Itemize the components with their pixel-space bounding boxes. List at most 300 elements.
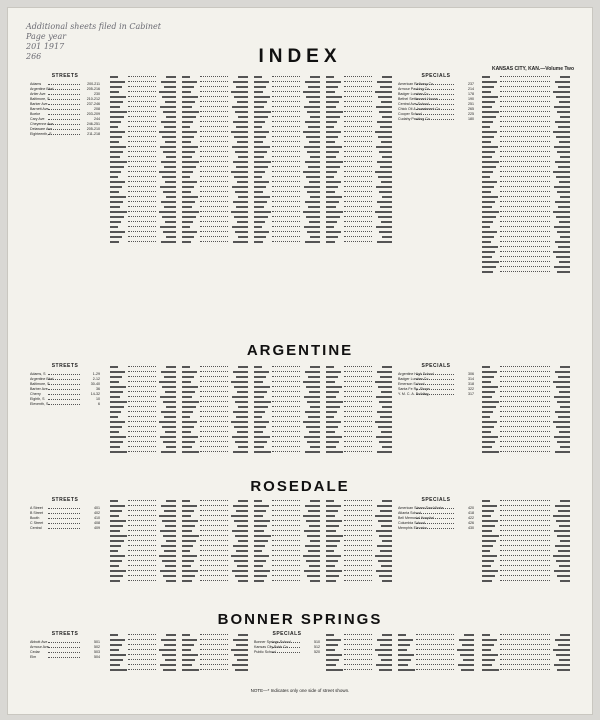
filler-text [182,211,199,213]
leader-dots [200,416,228,417]
filler-text [326,146,342,148]
filler-text [556,96,570,98]
filler-text [482,81,497,83]
leader-dots [500,121,550,122]
leader-dots [344,520,372,521]
filler-text [398,634,406,636]
filler-text [110,226,118,228]
leader-dots [272,396,300,397]
filler-text [182,241,191,243]
filler-text [166,406,176,408]
filler-text [110,371,125,373]
filler-line [110,667,176,672]
filler-text [326,565,335,567]
entry-name: Badger Lumber Co [398,377,429,381]
filler-text [235,669,248,671]
filler-text [482,121,493,123]
filler-text [254,186,266,188]
leader-dots [200,406,228,407]
filler-text [309,565,320,567]
filler-text [554,396,570,398]
filler-text [182,371,197,373]
filler-text [559,525,570,527]
entry-name: B Street [30,511,43,515]
leader-dots [500,669,550,670]
filler-text [110,550,118,552]
filler-text [110,644,122,646]
filler-text [482,421,497,423]
streets-heading: STREETS [51,73,79,79]
index-filler-column [482,74,570,274]
filler-text [482,545,493,547]
leader-dots [272,545,300,546]
index-block [30,74,572,336]
filler-text [110,111,127,113]
filler-text [254,510,266,512]
leader-dots [48,119,80,120]
leader-dots [200,161,228,162]
filler-text [254,575,267,577]
rosedale-specials-column [398,498,474,531]
leader-dots [500,81,550,82]
leader-dots [128,226,156,227]
leader-dots [200,386,228,387]
filler-text [555,161,570,163]
filler-text [326,446,336,448]
filler-text [482,196,498,198]
entry-pages: 520 [314,650,320,654]
leader-dots [344,231,372,232]
leader-dots [416,114,454,115]
filler-text [326,201,339,203]
filler-text [482,116,496,118]
leader-dots [416,104,454,105]
filler-text [254,550,262,552]
index-streets-column [30,74,100,137]
filler-text [375,211,392,213]
leader-dots [344,669,372,670]
filler-text [326,391,339,393]
filler-text [237,431,248,433]
leader-dots [272,510,300,511]
leader-dots [344,510,372,511]
specials-heading: SPECIALS [421,497,451,503]
leader-dots [500,371,550,372]
filler-text [254,136,266,138]
filler-text [307,231,320,233]
filler-text [238,406,248,408]
filler-text [326,241,335,243]
filler-text [303,91,320,93]
leader-dots [272,381,300,382]
filler-text [557,535,570,537]
entry-pages: 430 [468,526,474,530]
filler-text [310,116,320,118]
leader-dots [344,106,372,107]
filler-text [375,555,392,557]
entry-name: Cherry [30,392,41,396]
leader-dots [500,396,550,397]
leader-dots [500,131,550,132]
filler-text [326,81,341,83]
filler-text [182,669,199,671]
filler-text [560,116,570,118]
filler-text [555,371,570,373]
leader-dots [344,530,372,531]
leader-dots [48,657,80,658]
leader-dots [200,426,228,427]
filler-text [254,81,269,83]
entry-pages: 408 [94,521,100,525]
filler-text [482,146,498,148]
filler-line [326,239,392,244]
argentine-title: ARGENTINE [246,342,354,359]
leader-dots [200,236,228,237]
leader-dots [344,211,372,212]
leader-dots [200,226,228,227]
rosedale-title: ROSEDALE [250,478,350,495]
filler-text [237,101,248,103]
filler-text [482,226,490,228]
filler-text [482,166,496,168]
filler-text [326,161,343,163]
filler-text [162,520,176,522]
leader-dots [272,171,300,172]
filler-text [110,146,126,148]
leader-dots [344,431,372,432]
filler-text [237,181,248,183]
leader-dots [48,379,80,380]
leader-dots [48,94,80,95]
filler-text [182,659,195,661]
filler-text [231,131,248,133]
filler-text [308,206,320,208]
leader-dots [128,131,156,132]
filler-text [304,436,320,438]
filler-text [182,570,198,572]
entry-pages: 10 [96,397,100,401]
filler-text [326,421,341,423]
entry-pages: 418 [468,511,474,515]
filler-line [182,239,248,244]
leader-dots [500,236,550,237]
leader-dots [344,171,372,172]
filler-text [305,161,320,163]
entry-name: Columbia School [398,521,426,525]
filler-text [110,406,124,408]
filler-text [308,166,320,168]
filler-text [236,550,248,552]
filler-text [182,381,191,383]
entry-name: Bonner Springs School [254,640,291,644]
leader-dots [272,500,300,501]
filler-text [377,161,392,163]
leader-dots [500,436,550,437]
entry-name: Central [30,526,42,530]
filler-text [482,201,495,203]
filler-text [182,441,195,443]
filler-text [182,111,199,113]
filler-text [377,81,392,83]
filler-text [233,201,248,203]
filler-text [482,91,491,93]
filler-text [254,141,263,143]
leader-dots [128,201,156,202]
filler-text [377,241,392,243]
leader-dots [500,176,550,177]
leader-dots [200,446,228,447]
filler-text [160,664,176,666]
leader-dots [128,116,156,117]
leader-dots [272,231,300,232]
filler-text [306,520,320,522]
leader-dots [500,381,550,382]
leader-dots [128,441,156,442]
leader-dots [200,366,228,367]
leader-dots [48,508,80,509]
leader-dots [272,211,300,212]
filler-text [326,570,342,572]
filler-text [482,381,491,383]
filler-text [559,431,570,433]
leader-dots [272,236,300,237]
filler-text [238,366,248,368]
leader-dots [128,396,156,397]
leader-dots [48,89,80,90]
filler-text [254,535,271,537]
filler-text [110,520,126,522]
filler-text [110,659,123,661]
filler-text [482,236,494,238]
filler-text [182,540,196,542]
leader-dots [500,505,550,506]
filler-text [110,186,122,188]
entry-name: Bethel Settlement House [398,97,438,101]
filler-text [376,664,392,666]
filler-text [554,186,570,188]
filler-text [559,221,570,223]
filler-text [182,515,191,517]
leader-dots [128,421,156,422]
filler-text [326,76,334,78]
filler-text [182,76,190,78]
leader-dots [48,374,80,375]
leader-dots [344,416,372,417]
entry-pages: 251 [468,102,474,106]
entry-pages: 422 [468,516,474,520]
filler-text [182,176,190,178]
leader-dots [200,146,228,147]
leader-dots [500,555,550,556]
filler-text [182,510,194,512]
filler-text [110,81,125,83]
filler-text [458,664,474,666]
filler-text [254,391,267,393]
entry-pages: 211-218 [87,132,100,136]
filler-text [110,530,120,532]
leader-dots [416,639,454,640]
filler-text [182,201,195,203]
filler-text [182,664,192,666]
filler-text [308,510,320,512]
leader-dots [48,104,80,105]
filler-text [110,86,122,88]
entry-name: Delaware Ave [30,127,53,131]
entry-name: Emerson School [398,382,425,386]
filler-text [380,510,392,512]
filler-text [110,126,118,128]
bonner-streets-list [30,640,100,660]
filler-text [376,530,392,532]
leader-dots [272,540,300,541]
filler-text [482,530,492,532]
bonner-specials-list [254,640,320,655]
filler-text [326,106,336,108]
filler-text [398,644,410,646]
filler-text [182,431,191,433]
filler-text [553,251,570,253]
filler-text [482,639,497,641]
leader-dots [344,86,372,87]
filler-text [558,416,570,418]
filler-text [382,446,392,448]
filler-text [165,659,176,661]
leader-dots [272,181,300,182]
leader-dots [272,91,300,92]
filler-text [310,446,320,448]
filler-text [326,575,339,577]
filler-text [326,126,334,128]
filler-text [482,376,494,378]
filler-text [309,101,320,103]
filler-text [559,101,570,103]
filler-text [326,86,338,88]
leader-dots [416,384,454,385]
filler-text [164,376,176,378]
filler-text [482,510,494,512]
leader-dots [128,166,156,167]
filler-text [166,634,176,636]
filler-text [110,634,118,636]
entry-pages: 2-12 [92,377,100,381]
leader-dots [200,241,228,242]
leader-dots [128,221,156,222]
filler-text [165,525,176,527]
filler-text [233,121,248,123]
filler-text [482,411,493,413]
filler-text [377,121,392,123]
filler-text [254,121,265,123]
filler-text [110,366,118,368]
rosedale-filler-column [326,498,392,583]
filler-text [381,221,392,223]
filler-text [182,121,193,123]
leader-dots [128,401,156,402]
filler-text [555,639,570,641]
filler-text [110,206,120,208]
leader-dots [200,540,228,541]
filler-text [254,216,268,218]
leader-dots [500,111,550,112]
filler-text [482,500,490,502]
filler-text [164,644,176,646]
leader-dots [500,535,550,536]
leader-dots [128,575,156,576]
leader-dots [500,560,550,561]
filler-text [555,545,570,547]
leader-dots [500,500,550,501]
index-entry [30,132,100,137]
filler-text [110,649,119,651]
filler-text [482,406,496,408]
filler-text [110,565,119,567]
filler-text [381,141,392,143]
leader-dots [48,404,80,405]
entry-pages: 265 [468,107,474,111]
filler-text [303,421,320,423]
filler-text [182,106,192,108]
leader-dots [128,510,156,511]
filler-text [482,231,497,233]
filler-text [110,76,118,78]
leader-dots [200,116,228,117]
leader-dots [500,166,550,167]
filler-text [482,271,493,273]
filler-text [307,191,320,193]
leader-dots [48,399,80,400]
filler-text [559,391,570,393]
filler-text [326,555,341,557]
filler-text [182,231,197,233]
leader-dots [500,391,550,392]
leader-dots [344,161,372,162]
filler-text [182,101,195,103]
filler-text [234,176,248,178]
filler-text [326,141,335,143]
filler-text [162,136,176,138]
filler-text [110,381,119,383]
entry-name: Chick Oil & Investment Co [398,107,440,111]
leader-dots [128,76,156,77]
leader-dots [272,201,300,202]
filler-text [110,510,122,512]
filler-text [182,416,190,418]
filler-text [165,565,176,567]
leader-dots [272,96,300,97]
leader-dots [500,376,550,377]
filler-text [254,101,267,103]
filler-text [482,171,493,173]
filler-line [254,578,320,583]
leader-dots [128,161,156,162]
filler-text [482,96,498,98]
filler-text [182,644,194,646]
filler-text [556,176,570,178]
filler-text [254,565,263,567]
filler-text [482,535,499,537]
leader-dots [200,639,228,640]
filler-text [163,535,176,537]
filler-text [482,76,490,78]
filler-text [161,121,176,123]
filler-text [305,545,320,547]
leader-dots [128,500,156,501]
entry-pages: 237 [468,82,474,86]
filler-text [326,500,334,502]
argentine-streets-list [30,372,100,407]
filler-text [553,381,570,383]
argentine-streets-column [30,364,100,407]
